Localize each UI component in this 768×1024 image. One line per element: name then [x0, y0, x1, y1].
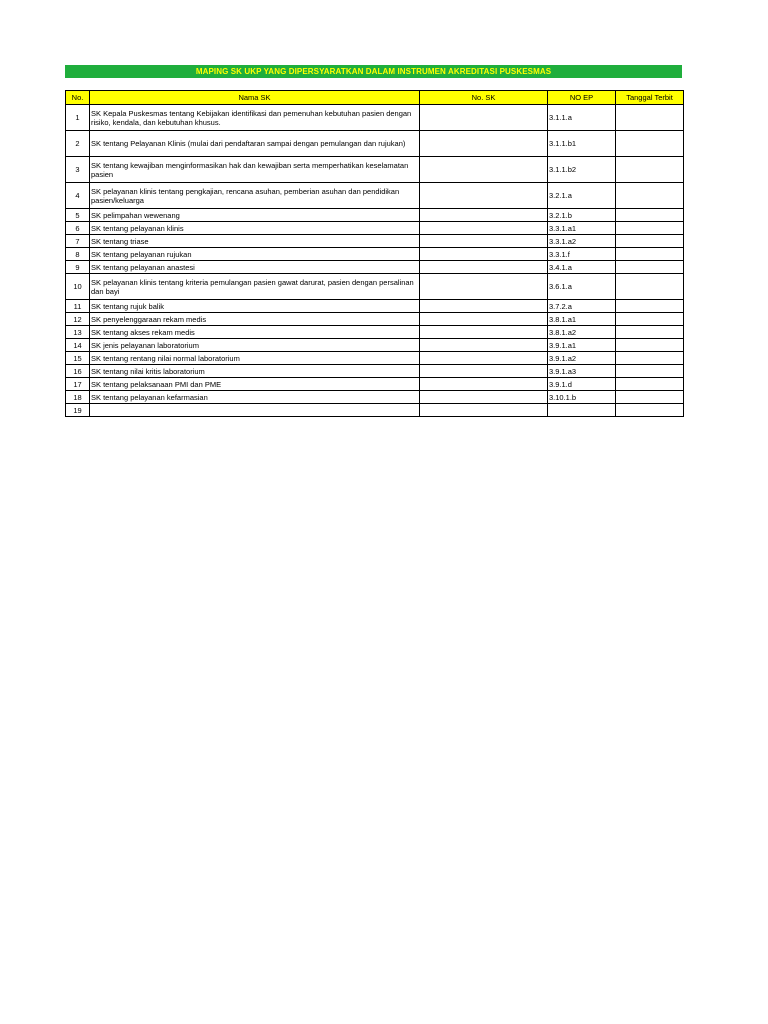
nama-sk-cell[interactable]: SK pelayanan klinis tentang kriteria pemulangan pasien gawat darurat, pasien dengan persalinan dan bayi [90, 274, 420, 300]
nama-sk-cell[interactable]: SK tentang pelayanan kefarmasian [90, 391, 420, 404]
nama-sk-cell[interactable]: SK pelimpahan wewenang [90, 209, 420, 222]
no-ep-cell[interactable]: 3.9.1.a1 [548, 339, 616, 352]
no-sk-cell[interactable] [420, 274, 548, 300]
no-ep-cell[interactable]: 3.1.1.b1 [548, 131, 616, 157]
table-row [66, 313, 684, 326]
nama-sk-cell[interactable]: SK tentang pelayanan rujukan [90, 248, 420, 261]
nama-sk-cell[interactable]: SK tentang triase [90, 235, 420, 248]
row-number-cell[interactable]: 16 [66, 365, 90, 378]
no-ep-cell[interactable]: 3.9.1.d [548, 378, 616, 391]
row-number-cell[interactable]: 9 [66, 261, 90, 274]
no-sk-cell[interactable] [420, 235, 548, 248]
nama-sk-cell[interactable]: SK tentang akses rekam medis [90, 326, 420, 339]
row-number-cell[interactable]: 18 [66, 391, 90, 404]
no-sk-cell[interactable] [420, 391, 548, 404]
no-ep-cell[interactable]: 3.8.1.a1 [548, 313, 616, 326]
no-ep-cell[interactable]: 3.6.1.a [548, 274, 616, 300]
table-row [66, 274, 684, 300]
no-sk-cell[interactable] [420, 378, 548, 391]
table-row [66, 209, 684, 222]
no-sk-cell[interactable] [420, 313, 548, 326]
tanggal-terbit-cell[interactable] [616, 183, 684, 209]
no-ep-cell[interactable]: 3.9.1.a3 [548, 365, 616, 378]
row-number-cell[interactable]: 8 [66, 248, 90, 261]
tanggal-terbit-cell[interactable] [616, 313, 684, 326]
tanggal-terbit-cell[interactable] [616, 248, 684, 261]
table-row [66, 131, 684, 157]
table-row [66, 378, 684, 391]
row-number-cell[interactable]: 4 [66, 183, 90, 209]
row-number-cell[interactable]: 12 [66, 313, 90, 326]
no-ep-cell[interactable] [548, 404, 616, 417]
no-ep-cell[interactable]: 3.1.1.b2 [548, 157, 616, 183]
tanggal-terbit-cell[interactable] [616, 404, 684, 417]
nama-sk-cell[interactable]: SK tentang Pelayanan Klinis (mulai dari pendaftaran sampai dengan pemulangan dan rujukan) [90, 131, 420, 157]
table-row [66, 222, 684, 235]
nama-sk-cell[interactable] [90, 404, 420, 417]
nama-sk-cell[interactable]: SK jenis pelayanan laboratorium [90, 339, 420, 352]
no-sk-cell[interactable] [420, 131, 548, 157]
no-ep-cell[interactable]: 3.7.2.a [548, 300, 616, 313]
table-row [66, 157, 684, 183]
no-ep-cell[interactable]: 3.4.1.a [548, 261, 616, 274]
table-row [66, 365, 684, 378]
sheet-title: MAPING SK UKP YANG DIPERSYARATKAN DALAM INSTRUMEN AKREDITASI PUSKESMAS [65, 65, 682, 78]
no-sk-cell[interactable] [420, 209, 548, 222]
no-sk-cell[interactable] [420, 326, 548, 339]
table-row [66, 339, 684, 352]
tanggal-terbit-cell[interactable] [616, 105, 684, 131]
nama-sk-cell[interactable]: SK tentang rujuk balik [90, 300, 420, 313]
tanggal-terbit-cell[interactable] [616, 391, 684, 404]
tanggal-terbit-cell[interactable] [616, 300, 684, 313]
no-ep-cell[interactable]: 3.10.1.b [548, 391, 616, 404]
no-sk-cell[interactable] [420, 339, 548, 352]
no-sk-cell[interactable] [420, 222, 548, 235]
no-sk-cell[interactable] [420, 183, 548, 209]
nama-sk-cell[interactable]: SK tentang kewajiban menginformasikan hak dan kewajiban serta memperhatikan keselamatan pasien [90, 157, 420, 183]
nama-sk-cell[interactable]: SK Kepala Puskesmas tentang Kebijakan identifikasi dan pemenuhan kebutuhan pasien dengan risiko, kendala, dan kebutuhan khusus. [90, 105, 420, 131]
no-ep-cell[interactable]: 3.1.1.a [548, 105, 616, 131]
no-ep-cell[interactable]: 3.2.1.b [548, 209, 616, 222]
table-row [66, 326, 684, 339]
table-header-row [66, 91, 684, 105]
nama-sk-cell[interactable]: SK tentang nilai kritis laboratorium [90, 365, 420, 378]
tanggal-terbit-cell[interactable] [616, 378, 684, 391]
tanggal-terbit-cell[interactable] [616, 274, 684, 300]
tanggal-terbit-cell[interactable] [616, 261, 684, 274]
header-no-sk: No. SK [420, 91, 548, 105]
header-tanggal-terbit: Tanggal Terbit [616, 91, 684, 105]
no-ep-cell[interactable]: 3.9.1.a2 [548, 352, 616, 365]
no-sk-cell[interactable] [420, 300, 548, 313]
row-number-cell[interactable]: 7 [66, 235, 90, 248]
nama-sk-cell[interactable]: SK tentang pelayanan klinis [90, 222, 420, 235]
header-nama-sk: Nama SK [90, 91, 420, 105]
table-row [66, 105, 684, 131]
no-sk-cell[interactable] [420, 248, 548, 261]
no-sk-cell[interactable] [420, 261, 548, 274]
table-row [66, 391, 684, 404]
no-ep-cell[interactable]: 3.8.1.a2 [548, 326, 616, 339]
tanggal-terbit-cell[interactable] [616, 157, 684, 183]
table-row [66, 300, 684, 313]
row-number-cell[interactable]: 1 [66, 105, 90, 131]
table-row [66, 235, 684, 248]
nama-sk-cell[interactable]: SK tentang pelaksanaan PMI dan PME [90, 378, 420, 391]
row-number-cell[interactable]: 17 [66, 378, 90, 391]
table-row [66, 352, 684, 365]
row-number-cell[interactable]: 13 [66, 326, 90, 339]
table-row [66, 261, 684, 274]
nama-sk-cell[interactable]: SK tentang pelayanan anastesi [90, 261, 420, 274]
row-number-cell[interactable]: 10 [66, 274, 90, 300]
tanggal-terbit-cell[interactable] [616, 222, 684, 235]
tanggal-terbit-cell[interactable] [616, 326, 684, 339]
header-no: No. [66, 91, 90, 105]
row-number-cell[interactable]: 5 [66, 209, 90, 222]
no-ep-cell[interactable]: 3.3.1.a2 [548, 235, 616, 248]
sk-mapping-table [65, 90, 684, 417]
no-sk-cell[interactable] [420, 105, 548, 131]
table-row [66, 183, 684, 209]
no-sk-cell[interactable] [420, 365, 548, 378]
no-sk-cell[interactable] [420, 157, 548, 183]
row-number-cell[interactable]: 15 [66, 352, 90, 365]
table-row [66, 404, 684, 417]
row-number-cell[interactable]: 14 [66, 339, 90, 352]
table-row [66, 248, 684, 261]
row-number-cell[interactable]: 19 [66, 404, 90, 417]
no-sk-cell[interactable] [420, 404, 548, 417]
header-no-ep: NO EP [548, 91, 616, 105]
tanggal-terbit-cell[interactable] [616, 365, 684, 378]
tanggal-terbit-cell[interactable] [616, 339, 684, 352]
no-ep-cell[interactable]: 3.3.1.a1 [548, 222, 616, 235]
tanggal-terbit-cell[interactable] [616, 352, 684, 365]
no-ep-cell[interactable]: 3.3.1.f [548, 248, 616, 261]
no-sk-cell[interactable] [420, 352, 548, 365]
nama-sk-cell[interactable]: SK pelayanan klinis tentang pengkajian, rencana asuhan, pemberian asuhan dan pendidikan pasien/keluarga [90, 183, 420, 209]
tanggal-terbit-cell[interactable] [616, 131, 684, 157]
tanggal-terbit-cell[interactable] [616, 235, 684, 248]
row-number-cell[interactable]: 6 [66, 222, 90, 235]
row-number-cell[interactable]: 2 [66, 131, 90, 157]
row-number-cell[interactable]: 11 [66, 300, 90, 313]
nama-sk-cell[interactable]: SK tentang rentang nilai normal laboratorium [90, 352, 420, 365]
tanggal-terbit-cell[interactable] [616, 209, 684, 222]
no-ep-cell[interactable]: 3.2.1.a [548, 183, 616, 209]
row-number-cell[interactable]: 3 [66, 157, 90, 183]
nama-sk-cell[interactable]: SK penyelenggaraan rekam medis [90, 313, 420, 326]
